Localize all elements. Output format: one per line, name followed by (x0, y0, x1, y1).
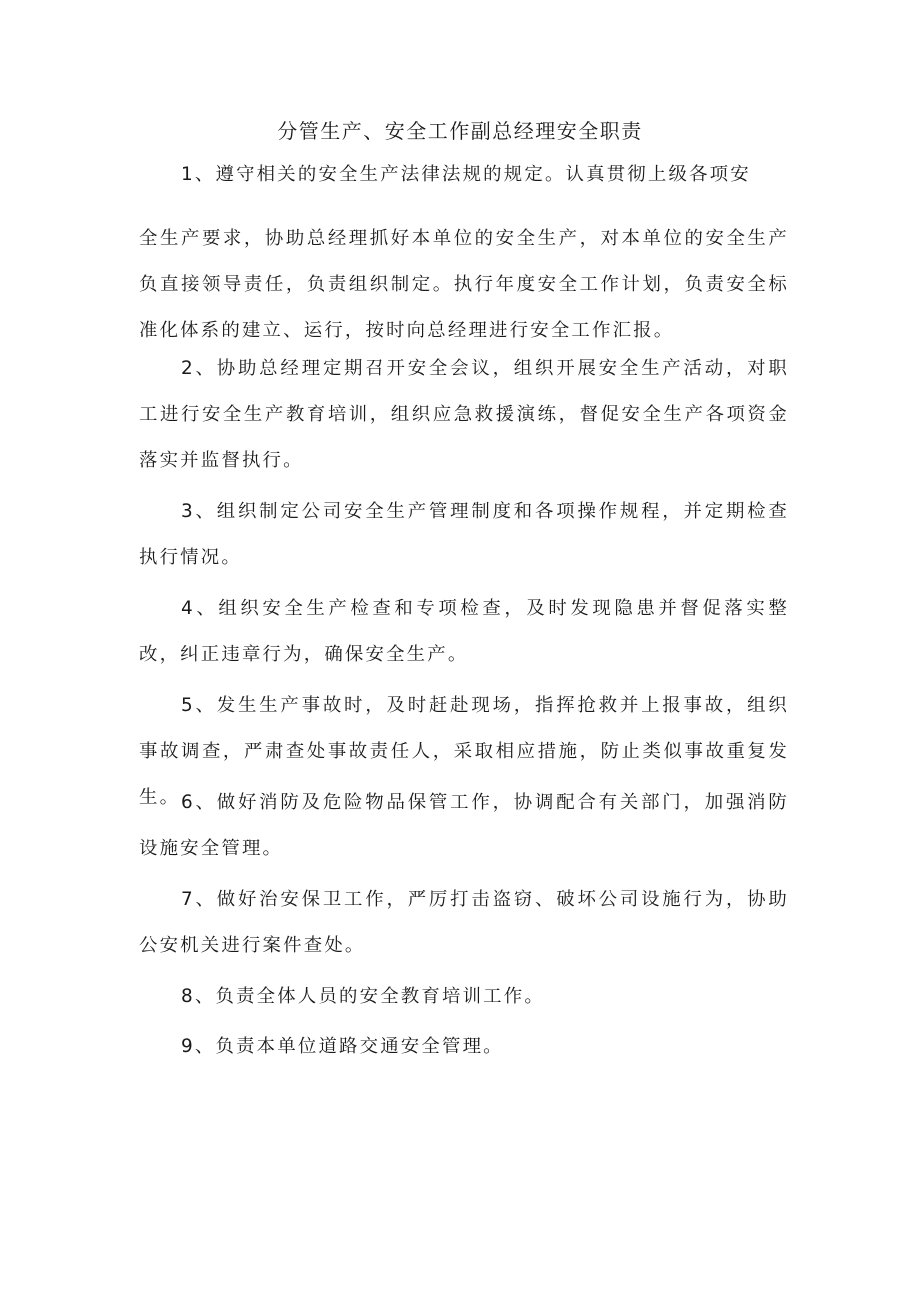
paragraph-6: 6、做好消防及危险物品保管工作，协调配合有关部门，加强消防设施安全管理。 (139, 792, 789, 859)
paragraph-1-continuation: 全生产要求，协助总经理抓好本单位的安全生产，对本单位的安全生产负直接领导责任，负责组织制定。执行年度安全工作计划，负责安全标准化体系的建立、运行，按时向总经理进行安全工作汇报。 (139, 228, 789, 342)
paragraph-7: 7、做好治安保卫工作，严厉打击盗窃、破坏公司设施行为，协助公安机关进行案件查处。 (139, 889, 789, 956)
paragraph-3: 3、组织制定公司安全生产管理制度和各项操作规程，并定期检查执行情况。 (139, 501, 789, 568)
paragraph-9: 9、负责本单位道路交通安全管理。 (181, 1036, 504, 1057)
paragraph-4: 4、组织安全生产检查和专项检查，及时发现隐患并督促落实整改，纠正违章行为，确保安全生产。 (139, 598, 789, 665)
paragraph-5: 5、发生生产事故时，及时赶赴现场，指挥抢救并上报事故，组织事故调查，严肃查处事故责任人，采取相应措施，防止类似事故重复发生。 (139, 695, 789, 808)
paragraph-8: 8、负责全体人员的安全教育培训工作。 (181, 986, 545, 1007)
paragraph-1-first-line: 1、遵守相关的安全生产法律法规的规定。认真贯彻上级各项安 (181, 164, 751, 185)
paragraph-2: 2、协助总经理定期召开安全会议，组织开展安全生产活动，对职工进行安全生产教育培训，组织应急救援演练，督促安全生产各项资金落实并监督执行。 (139, 358, 789, 471)
document-title: 分管生产、安全工作副总经理安全职责 (277, 119, 643, 143)
